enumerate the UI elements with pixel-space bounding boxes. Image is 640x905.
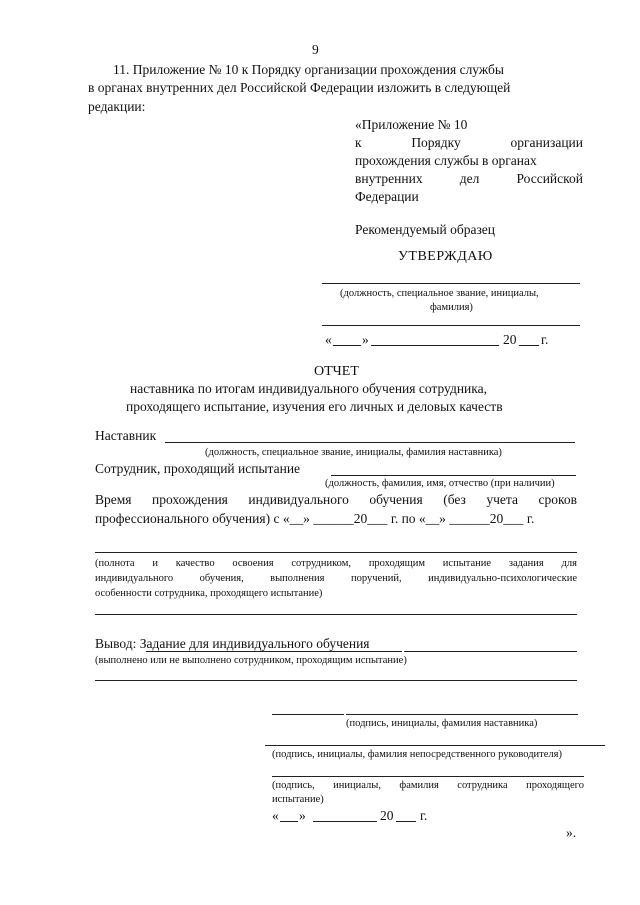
word: и bbox=[152, 558, 158, 569]
approval-title: УТВЕРЖДАЮ bbox=[398, 249, 493, 264]
employee-caption: (должность, фамилия, имя, отчество (при наличии) bbox=[325, 478, 555, 489]
word: (полнота bbox=[95, 558, 135, 569]
mentor-caption: (должность, специальное звание, инициалы, фамилия наставника) bbox=[205, 447, 502, 458]
word: прохождения bbox=[152, 492, 228, 507]
word: индивидуального bbox=[248, 492, 349, 507]
employee-line bbox=[331, 475, 576, 476]
mentor-line bbox=[165, 442, 575, 443]
amendment-line-2: в органах внутренних дел Российской Федерации изложить в следующей bbox=[88, 80, 511, 95]
quality-caption-2 bbox=[95, 573, 577, 584]
conclusion-line bbox=[404, 651, 577, 652]
training-period-line-2: профессионального обучения) с «__» ______20___ г. по «__» ______20___ г. bbox=[95, 511, 535, 526]
approval-day-line bbox=[333, 345, 361, 346]
manager-signature-line bbox=[265, 745, 605, 746]
word: индивидуально-психологические bbox=[428, 573, 577, 584]
quality-line-2 bbox=[95, 614, 577, 615]
mentor-label: Наставник bbox=[95, 428, 157, 443]
appendix-title: «Приложение № 10 bbox=[355, 117, 468, 132]
word: учета bbox=[486, 492, 518, 507]
word: проходящим bbox=[368, 558, 425, 569]
sample-label: Рекомендуемый образец bbox=[355, 222, 496, 237]
word: поручений, bbox=[350, 573, 402, 584]
quality-line bbox=[95, 552, 577, 553]
approval-date-close: » bbox=[362, 332, 369, 347]
word: сотрудника bbox=[457, 780, 508, 791]
word: Время bbox=[95, 492, 132, 507]
report-title: ОТЧЕТ bbox=[314, 364, 359, 379]
quality-caption-1 bbox=[95, 558, 577, 569]
word: дел bbox=[459, 171, 480, 186]
approval-month-line bbox=[371, 345, 499, 346]
signature-month-line bbox=[313, 821, 377, 822]
mentor-signature-line-short bbox=[272, 714, 344, 715]
amendment-line-1: 11. Приложение № 10 к Порядку организации прохождения службы bbox=[113, 62, 504, 77]
appendix-line-4 bbox=[355, 171, 583, 187]
approval-line-2 bbox=[322, 325, 580, 326]
appendix-line-5: Федерации bbox=[355, 189, 419, 204]
word: внутренних bbox=[355, 171, 423, 186]
word: для bbox=[561, 558, 577, 569]
appendix-line-2 bbox=[355, 135, 583, 151]
word: (без bbox=[443, 492, 466, 507]
employee-signature-caption-1 bbox=[272, 780, 584, 791]
amendment-line-3: редакции: bbox=[88, 99, 146, 114]
word: Российской bbox=[516, 171, 583, 186]
signature-day-line bbox=[280, 821, 298, 822]
signature-year-line bbox=[396, 821, 416, 822]
approval-signature-line bbox=[322, 283, 580, 284]
word: освоения bbox=[232, 558, 274, 569]
approval-caption-1: (должность, специальное звание, инициалы, bbox=[340, 288, 539, 299]
employee-signature-line bbox=[272, 776, 584, 777]
report-subtitle-2: проходящего испытание, изучения его личных и деловых качеств bbox=[126, 399, 503, 414]
word: фамилия bbox=[399, 780, 439, 791]
word: сотрудником, bbox=[291, 558, 352, 569]
word: задания bbox=[508, 558, 544, 569]
word: выполнения bbox=[270, 573, 325, 584]
approval-year-line bbox=[519, 345, 539, 346]
approval-year-suffix: г. bbox=[541, 332, 549, 347]
word: проходящего bbox=[526, 780, 584, 791]
word: организации bbox=[510, 135, 583, 150]
employee-signature-caption-2: испытание) bbox=[272, 794, 324, 805]
word: инициалы, bbox=[333, 780, 381, 791]
signature-date-open: « bbox=[272, 808, 279, 823]
mentor-signature-caption: (подпись, инициалы, фамилия наставника) bbox=[346, 718, 538, 729]
conclusion-caption: (выполнено или не выполнено сотрудником, проходящим испытание) bbox=[95, 655, 407, 666]
word: индивидуального bbox=[95, 573, 174, 584]
word: Порядку bbox=[411, 135, 461, 150]
mentor-signature-line bbox=[346, 714, 578, 715]
signature-date-close: » bbox=[299, 808, 306, 823]
word: сроков bbox=[538, 492, 577, 507]
word: к bbox=[355, 135, 362, 150]
approval-caption-2: фамилия) bbox=[430, 302, 473, 313]
word: обучения, bbox=[199, 573, 244, 584]
appendix-line-3: прохождения службы в органах bbox=[355, 153, 537, 168]
word: испытание bbox=[442, 558, 492, 569]
word: качество bbox=[175, 558, 215, 569]
word: (подпись, bbox=[272, 780, 315, 791]
signature-year-suffix: г. bbox=[420, 808, 428, 823]
signature-year-prefix: 20 bbox=[380, 808, 394, 823]
closing-quote-mark: ». bbox=[566, 825, 577, 840]
conclusion-label: Вывод: Задание для индивидуального обучения bbox=[95, 636, 370, 651]
report-subtitle-1: наставника по итогам индивидуального обучения сотрудника, bbox=[130, 381, 487, 396]
page-number: 9 bbox=[312, 42, 319, 57]
training-period-line-1 bbox=[95, 492, 577, 508]
approval-year-prefix: 20 bbox=[503, 332, 517, 347]
conclusion-line-2 bbox=[95, 680, 577, 681]
manager-signature-caption: (подпись, инициалы, фамилия непосредственного руководителя) bbox=[272, 749, 562, 760]
employee-label: Сотрудник, проходящий испытание bbox=[95, 461, 301, 476]
conclusion-underline bbox=[146, 651, 402, 652]
quality-caption-3: особенности сотрудника, проходящего испытание) bbox=[95, 588, 323, 599]
word: обучения bbox=[369, 492, 423, 507]
approval-date-open: « bbox=[325, 332, 332, 347]
